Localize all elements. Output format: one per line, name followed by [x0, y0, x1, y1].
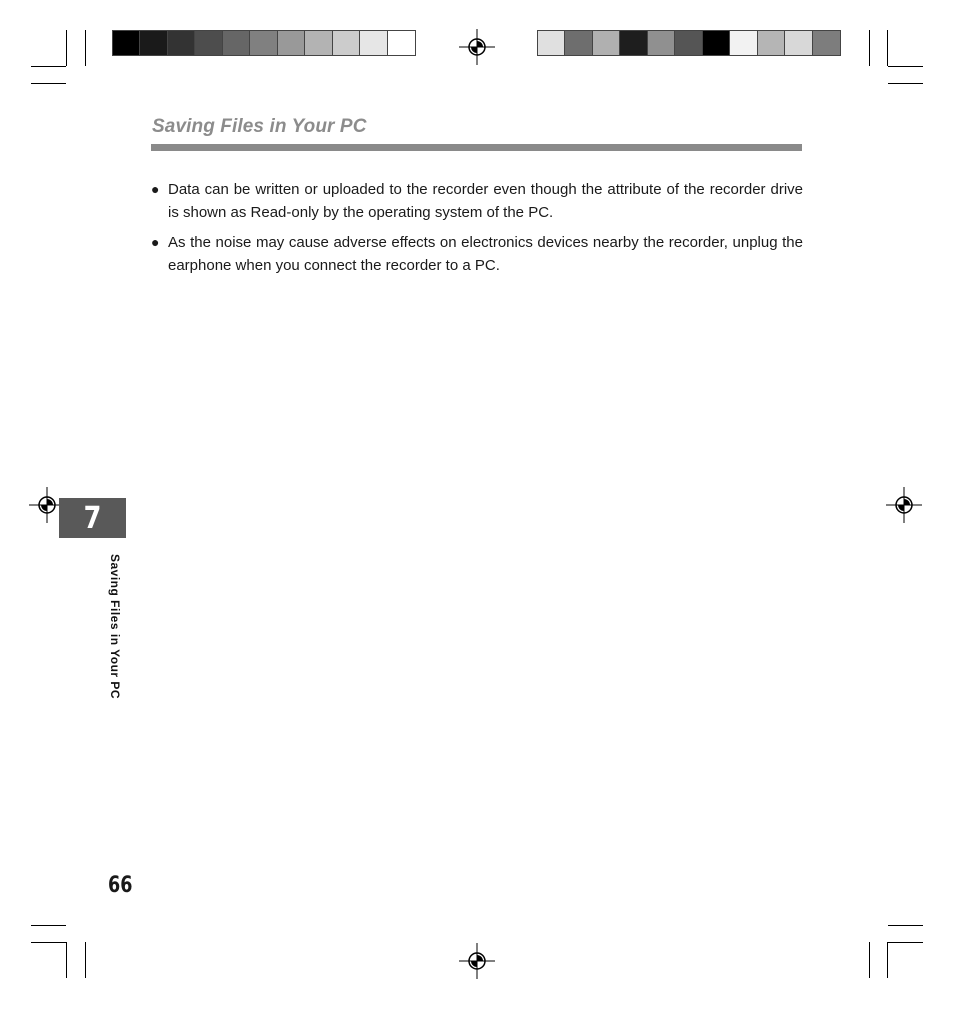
- color-swatch: [388, 31, 415, 55]
- crop-mark: [66, 942, 67, 978]
- color-swatch: [703, 31, 730, 55]
- color-bar-left: [112, 30, 416, 56]
- color-swatch: [278, 31, 305, 55]
- crop-mark: [869, 942, 870, 978]
- color-swatch: [305, 31, 332, 55]
- color-swatch: [168, 31, 195, 55]
- color-swatch: [785, 31, 812, 55]
- bullet-text: Data can be written or uploaded to the recorder even though the attribute of the recorder drive is shown as Read-only by the operating system of the PC.: [168, 181, 803, 221]
- title-rule: [151, 144, 802, 151]
- crop-mark: [888, 83, 923, 84]
- list-item: [151, 231, 803, 277]
- crop-mark: [31, 925, 66, 926]
- crop-mark: [85, 30, 86, 66]
- color-swatch: [113, 31, 140, 55]
- crop-mark: [869, 30, 870, 66]
- color-swatch: [675, 31, 702, 55]
- color-swatch: [360, 31, 387, 55]
- crop-mark: [887, 30, 888, 66]
- color-swatch: [195, 31, 222, 55]
- color-swatch: [140, 31, 167, 55]
- crop-mark: [888, 942, 923, 943]
- crop-mark: [31, 83, 66, 84]
- color-swatch: [648, 31, 675, 55]
- list-item: [151, 178, 803, 224]
- bullet-text: As the noise may cause adverse effects on electronics devices nearby the recorder, unplug the earphone when you connect the recorder to a PC.: [168, 234, 803, 274]
- crop-mark: [31, 66, 66, 67]
- chapter-tab: [59, 498, 126, 538]
- bullet-marker: ●: [151, 234, 160, 250]
- color-swatch: [620, 31, 647, 55]
- crop-mark: [887, 942, 888, 978]
- color-swatch: [730, 31, 757, 55]
- color-swatch: [758, 31, 785, 55]
- bullet-marker: ●: [151, 181, 160, 197]
- registration-mark-icon: [459, 29, 495, 65]
- registration-mark-icon: [886, 487, 922, 523]
- color-swatch: [538, 31, 565, 55]
- color-swatch: [223, 31, 250, 55]
- bullet-list: [151, 178, 803, 284]
- color-swatch: [333, 31, 360, 55]
- color-swatch: [250, 31, 277, 55]
- chapter-side-label: Saving Files in Your PC: [108, 554, 122, 700]
- page-number: 66: [108, 873, 133, 898]
- crop-mark: [85, 942, 86, 978]
- crop-mark: [66, 30, 67, 66]
- color-swatch: [813, 31, 840, 55]
- color-swatch: [565, 31, 592, 55]
- chapter-number: 7: [83, 500, 102, 536]
- crop-mark: [888, 925, 923, 926]
- registration-mark-icon: [459, 943, 495, 979]
- color-bar-right: [537, 30, 841, 56]
- section-title: Saving Files in Your PC: [152, 116, 367, 137]
- crop-mark: [31, 942, 66, 943]
- color-swatch: [593, 31, 620, 55]
- crop-mark: [888, 66, 923, 67]
